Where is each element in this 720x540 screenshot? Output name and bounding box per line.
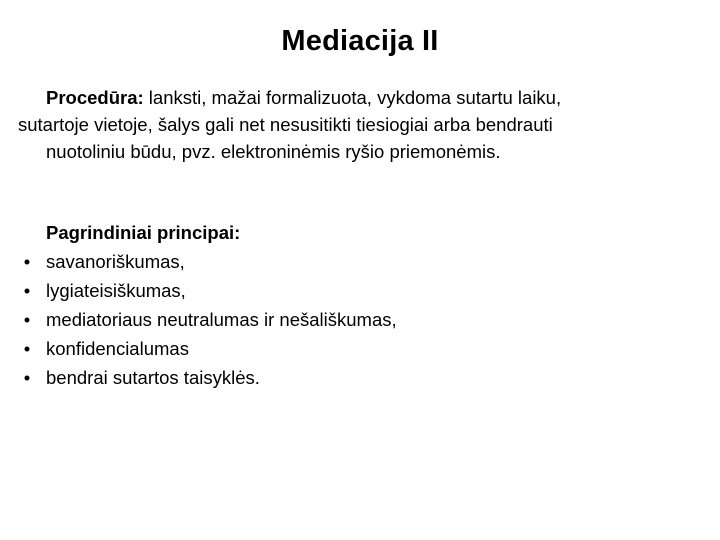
procedure-line-1: [18, 84, 708, 111]
bullet-icon: •: [23, 309, 31, 330]
procedure-line-3: nuotoliniu būdu, pvz. elektroninėmis ryšio priemonėmis.: [46, 141, 501, 162]
principles-list: [18, 247, 708, 392]
bullet-icon: •: [23, 251, 31, 272]
list-item-text: savanoriškumas,: [46, 251, 185, 272]
list-item-text: lygiateisiškumas,: [46, 280, 186, 301]
principles-section: [18, 218, 708, 392]
procedure-label: Procedūra:: [46, 87, 144, 108]
list-item: [18, 363, 708, 392]
bullet-icon: •: [23, 338, 31, 359]
procedure-paragraph: [18, 84, 708, 165]
list-item: [18, 334, 708, 363]
list-item-text: mediatoriaus neutralumas ir nešališkumas,: [46, 309, 397, 330]
list-item-text: bendrai sutartos taisyklės.: [46, 367, 260, 388]
list-item: [18, 247, 708, 276]
bullet-icon: •: [23, 280, 31, 301]
list-item: [18, 276, 708, 305]
procedure-line-1-text: lanksti, mažai formalizuota, vykdoma sutartu laiku,: [143, 87, 562, 108]
slide-title: Mediacija II: [281, 25, 439, 57]
procedure-line-2: sutartoje vietoje, šalys gali net nesusitikti tiesiogiai arba bendrauti: [18, 114, 553, 135]
principles-heading: Pagrindiniai principai:: [46, 222, 241, 243]
list-item-text: konfidencialumas: [46, 338, 189, 359]
bullet-icon: •: [23, 367, 31, 388]
list-item: [18, 305, 708, 334]
